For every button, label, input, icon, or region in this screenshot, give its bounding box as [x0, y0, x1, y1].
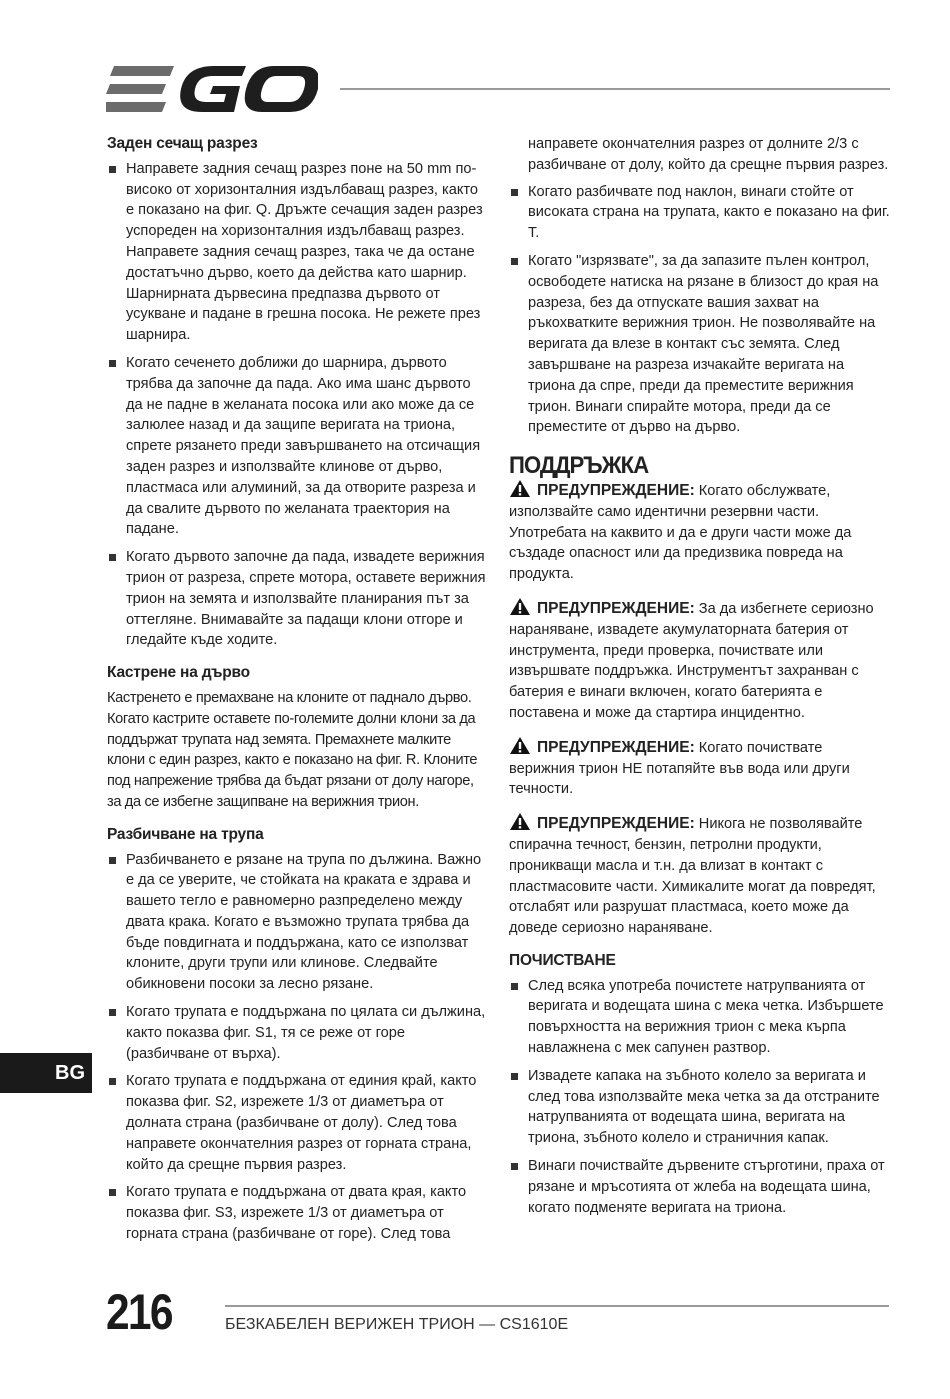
language-tab [0, 1053, 92, 1093]
list-item: След всяка употреба почистете натрупванията от веригата и водещата шина с мека четка. Избършете повърхността на верижния трион с мека кърпа навлажнена с мек сапунен разтвор. [509, 976, 891, 1059]
warning-block [509, 597, 891, 724]
list-item: Когато сеченето доближи до шарнира, дървото трябва да започне да пада. Ако има шанс дървото да не падне в желаната посока или ако може да се залюлее назад и да защипе веригата на триона, спрете рязането преди завършването на отсичащия заден разрез и използвайте клинове от дърво, пластмаса или алуминий, за да отворите разреза и да свалите дървото по желаната траектория на падане. [107, 353, 487, 540]
list-item: Когато дървото започне да пада, извадете верижния трион от разреза, спрете мотора, оставете верижния трион на земята и използвайте планирания път за оттегляне. Внимавайте за падащи клони отгоре и гледайте къде ходите. [107, 547, 487, 651]
footer-title: БЕЗКАБЕЛЕН ВЕРИЖЕН ТРИОН — CS1610E [225, 1316, 569, 1333]
warning-label: ПРЕДУПРЕЖДЕНИЕ: [537, 481, 695, 499]
warning-triangle-icon [509, 812, 531, 831]
bullet-list [107, 850, 487, 1245]
warning-triangle-icon [509, 479, 531, 498]
maintenance-title: ПОДДРЪЖКА [509, 452, 649, 480]
warning-triangle-icon [509, 736, 531, 755]
language-label: BG [55, 1062, 85, 1084]
list-item: Направете задния сечащ разрез поне на 50 mm по-високо от хоризонталния издълбаващ разрез, както е показано на фиг. Q. Дръжте сечащия заден разрез успореден на хоризонталния издълбаващ разрез. Направете задния сечащ разрез, така че да остане достатъчно дърво, което да действа като шарнир. Шарнирната дървесина предпазва дървото от усукване и падане в грешна посока. Не режете през шарнира. [107, 159, 487, 346]
list-item: Разбичването е рязане на трупа по дължина. Важно е да се уверите, че стойката на краката е здрава и вашето тегло е равномерно разпределено между двата крака. Когато е възможно трупата трябва да бъде повдигната и поддържана, като се използват клоните, други трупи или клинове. Следвайте обикновени посоки за лесно рязане. [107, 850, 487, 996]
list-item: Когато трупата е поддържана по цялата си дължина, както показва фиг. S1, тя се реже от горе (разбичване от върха). [107, 1002, 487, 1064]
section-title: Разбичване на трупа [107, 825, 264, 843]
continued-text: направете окончателния разрез от долните 2/3 с разбичване от долу, който да срещне първия разрез. [528, 136, 889, 173]
ego-logo [106, 64, 318, 114]
section-limbing [107, 663, 487, 813]
warning-text: Никога не позволявайте спирачна течност, бензин, петролни продукти, проникващи масла и т.н. да влизат в контакт с пластмасовите части. Химикалите могат да повредят, отслабят или разрушат пластмаса, което може да доведе сериозно нараняване. [509, 816, 876, 937]
list-item: Винаги почиствайте дървените стърготини, праха от рязане и мръсотията от жлеба на водещата шина, когато подменяте веригата на триона. [509, 1156, 891, 1218]
list-item: Когато трупата е поддържана от единия край, както показва фиг. S2, изрежете 1/3 от диаметъра от долната страна (разбичване от долу). След това направете окончателния разрез от горната страна, който да срещне първия разрез. [107, 1071, 487, 1175]
warning-text: За да избегнете сериозно нараняване, извадете акумулаторната батерия от инструмента, преди проверка, почиствате или извършвате поддръжка. Инструментът захранван с батерия е винаги включен, когато батерията е поставена и може да стартира инцидентно. [509, 600, 874, 721]
warning-label: ПРЕДУПРЕЖДЕНИЕ: [537, 815, 695, 833]
list-item: Когато трупата е поддържана от двата края, както показва фиг. S3, изрежете 1/3 от диаметъра от горната страна (разбичване от горе). След това [107, 1182, 487, 1244]
header-rule [340, 88, 890, 90]
warning-block [509, 479, 891, 585]
paragraph: Кастренето е премахване на клоните от паднало дърво. Когато кастрите оставете по-големите долни клони за да поддържат трупата над земята. Премахнете малките клони с един разрез, както е показано на фиг. R. Клоните под напрежение трябва да бъдат рязани от долу нагоре, за да се избегне защипване на верижния трион. [107, 689, 478, 810]
warning-label: ПРЕДУПРЕЖДЕНИЕ: [537, 599, 695, 617]
warning-text: Когато обслужвате, използвайте само идентични резервни части. Употребата на каквито и да е други части може да създаде опасност или да предизвика повреда на продукта. [509, 482, 852, 583]
section-bucking [107, 825, 487, 1245]
page-number: 216 [106, 1284, 172, 1340]
section-title: Заден сечащ разрез [107, 135, 258, 152]
bullet-list [509, 976, 891, 1219]
section-back-cut [107, 134, 487, 651]
warning-triangle-icon [509, 597, 531, 616]
list-item: Когато "изрязвате", за да запазите пълен контрол, освободете натиска на рязане в близост до края на разреза, без да отпускате вашия захват на ръкохватките верижния трион. Не позволявайте на веригата да влезе в контакт със земята. След завършване на разреза изчакайте веригата на триона да спре, преди да преместите верижния трион. Винаги спирайте мотора, преди да се преместите от дърво на дърво. [509, 251, 891, 438]
warning-label: ПРЕДУПРЕЖДЕНИЕ: [537, 738, 695, 756]
bullet-list [509, 182, 891, 439]
right-column [509, 134, 891, 1225]
cleaning-title: ПОЧИСТВАНЕ [509, 951, 616, 969]
warning-text: Когато почиствате верижния трион НЕ потапяйте във вода или други течности. [509, 739, 850, 798]
warning-block [509, 812, 891, 939]
left-column [107, 134, 487, 1257]
warning-block [509, 736, 891, 800]
footer-rule [225, 1305, 889, 1307]
list-item: Когато разбичвате под наклон, винаги стойте от високата страна на трупата, както е показано на фиг. T. [509, 182, 891, 244]
list-item: Извадете капака на зъбното колело за веригата и след това използвайте мека четка за да отстраните натрупванията от водещата шина, веригата на триона, зъбното колело и страничния капак. [509, 1066, 891, 1149]
bullet-list [107, 159, 487, 651]
section-title: Кастрене на дърво [107, 664, 250, 682]
